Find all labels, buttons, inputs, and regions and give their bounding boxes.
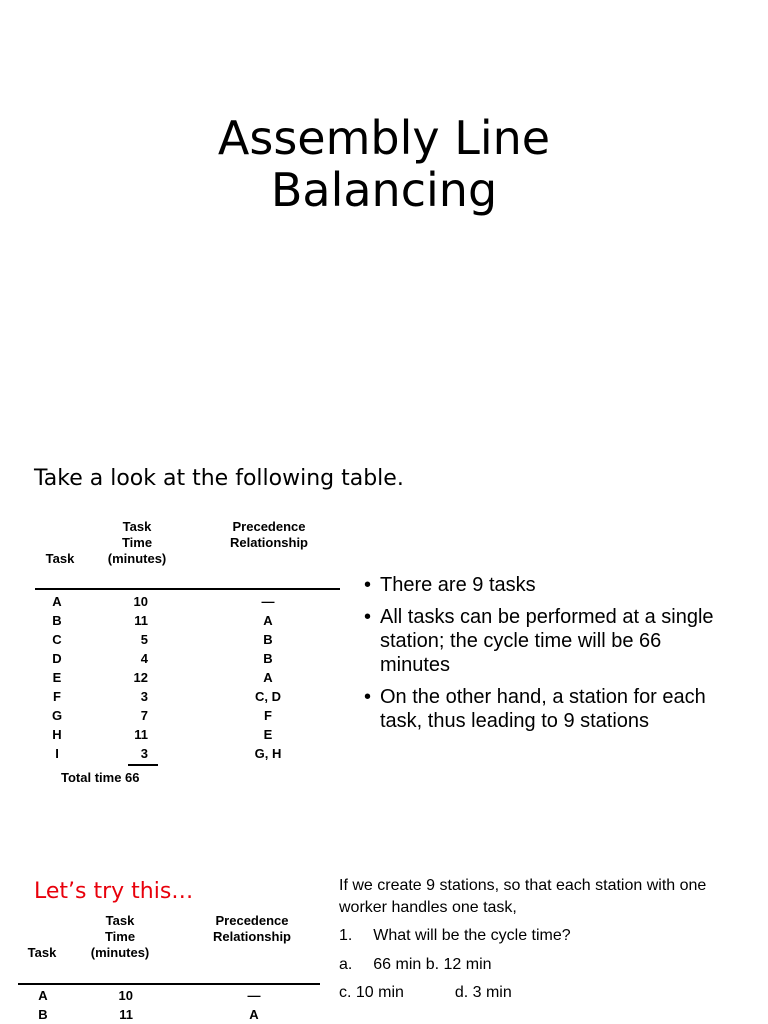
cell-precedence: E <box>263 727 273 742</box>
option-label: a. <box>339 956 353 973</box>
header-precedence <box>219 519 319 551</box>
header-time-line: (minutes) <box>107 551 167 566</box>
options-line-2 <box>339 982 512 1004</box>
cell-task: I <box>55 746 59 761</box>
title-line-1: Assembly Line <box>217 111 551 165</box>
question-line <box>339 925 571 947</box>
cell-time: 4 <box>140 651 148 666</box>
cell-time: 3 <box>140 746 148 761</box>
table-row <box>0 986 340 1005</box>
table-row <box>0 611 340 630</box>
header-prec-line: Relationship <box>212 929 291 944</box>
cell-task: A <box>38 988 48 1003</box>
options-line-1 <box>339 954 492 976</box>
header-prec-line: Precedence <box>215 913 289 928</box>
cell-precedence: F <box>264 708 272 723</box>
cell-time: 11 <box>119 1007 133 1022</box>
header-time-line: Task <box>122 519 152 534</box>
header-time <box>80 913 160 961</box>
bullet-item: • On the other hand, a station for each task, thus leading to 9 stations <box>364 686 706 732</box>
title-line-2: Balancing <box>270 163 498 217</box>
cell-precedence: — <box>261 594 275 609</box>
bullet-item: • There are 9 tasks <box>364 574 536 596</box>
option-text: c. 10 min <box>339 984 404 1001</box>
cell-time: 10 <box>118 988 133 1003</box>
exercise-heading: Let’s try this… <box>34 879 194 904</box>
header-time-line: (minutes) <box>90 945 150 960</box>
cell-precedence: G, H <box>254 746 282 761</box>
question-text: What will be the cycle time? <box>373 927 571 944</box>
table-row <box>0 668 340 687</box>
task-table-partial <box>0 848 320 1024</box>
bullet-text: On the other hand, a station for each task, thus leading to 9 stations <box>380 686 706 732</box>
cell-time: 11 <box>134 613 148 628</box>
cell-precedence: — <box>247 988 261 1003</box>
cell-task: A <box>52 594 62 609</box>
header-time-line: Time <box>121 535 153 550</box>
cell-task: E <box>52 670 62 685</box>
cell-task: F <box>53 689 61 704</box>
header-rule <box>35 588 340 590</box>
table-row <box>0 706 340 725</box>
header-rule <box>18 983 320 985</box>
cell-time: 3 <box>140 689 148 704</box>
cell-precedence: B <box>263 651 273 666</box>
table-row <box>0 649 340 668</box>
slide-heading: Take a look at the following table. <box>34 466 404 491</box>
cell-task: B <box>52 613 62 628</box>
cell-precedence: B <box>263 632 273 647</box>
question-number: 1. <box>339 927 353 944</box>
bullet-text: All tasks can be performed at a single station; the cycle time will be 66 minutes <box>380 606 714 676</box>
question-intro: If we create 9 stations, so that each station with one worker handles one task, <box>339 877 707 916</box>
cell-time: 5 <box>140 632 148 647</box>
cell-time: 12 <box>133 670 148 685</box>
header-time-line: Time <box>104 929 136 944</box>
sum-underline <box>128 764 158 766</box>
total-time: Total time 66 <box>61 770 140 785</box>
cell-precedence: C, D <box>255 689 281 704</box>
option-text: d. 3 min <box>454 984 512 1001</box>
header-prec-line: Precedence <box>232 519 306 534</box>
header-task: Task <box>27 945 57 960</box>
table-row <box>0 1005 340 1024</box>
cell-precedence: A <box>263 670 273 685</box>
option-text: 66 min b. 12 min <box>373 956 492 973</box>
table-row <box>0 630 340 649</box>
bullet-text: There are 9 tasks <box>380 574 536 596</box>
slide-exercise <box>0 848 768 1024</box>
cell-precedence: A <box>263 613 273 628</box>
table-row <box>0 725 340 744</box>
bullet-item: • All tasks can be performed at a single station; the cycle time will be 66 minutes <box>364 606 714 676</box>
table-row <box>0 744 340 763</box>
cell-task: D <box>52 651 62 666</box>
slide-table <box>0 432 768 848</box>
table-row <box>0 592 340 611</box>
cell-time: 7 <box>140 708 148 723</box>
cell-task: C <box>52 632 62 647</box>
table-row <box>0 687 340 706</box>
slide-title-heading <box>0 112 768 216</box>
cell-task: G <box>51 708 63 723</box>
header-time-line: Task <box>105 913 135 928</box>
cell-precedence: A <box>249 1007 259 1022</box>
cell-task: B <box>38 1007 48 1022</box>
slide-title <box>0 0 768 432</box>
header-time <box>97 519 177 567</box>
task-table <box>0 432 340 848</box>
header-prec-line: Relationship <box>229 535 308 550</box>
cell-time: 11 <box>134 727 148 742</box>
header-precedence <box>202 913 302 945</box>
bullet-list <box>364 573 724 741</box>
cell-task: H <box>52 727 62 742</box>
cell-time: 10 <box>133 594 148 609</box>
header-task: Task <box>45 551 75 566</box>
